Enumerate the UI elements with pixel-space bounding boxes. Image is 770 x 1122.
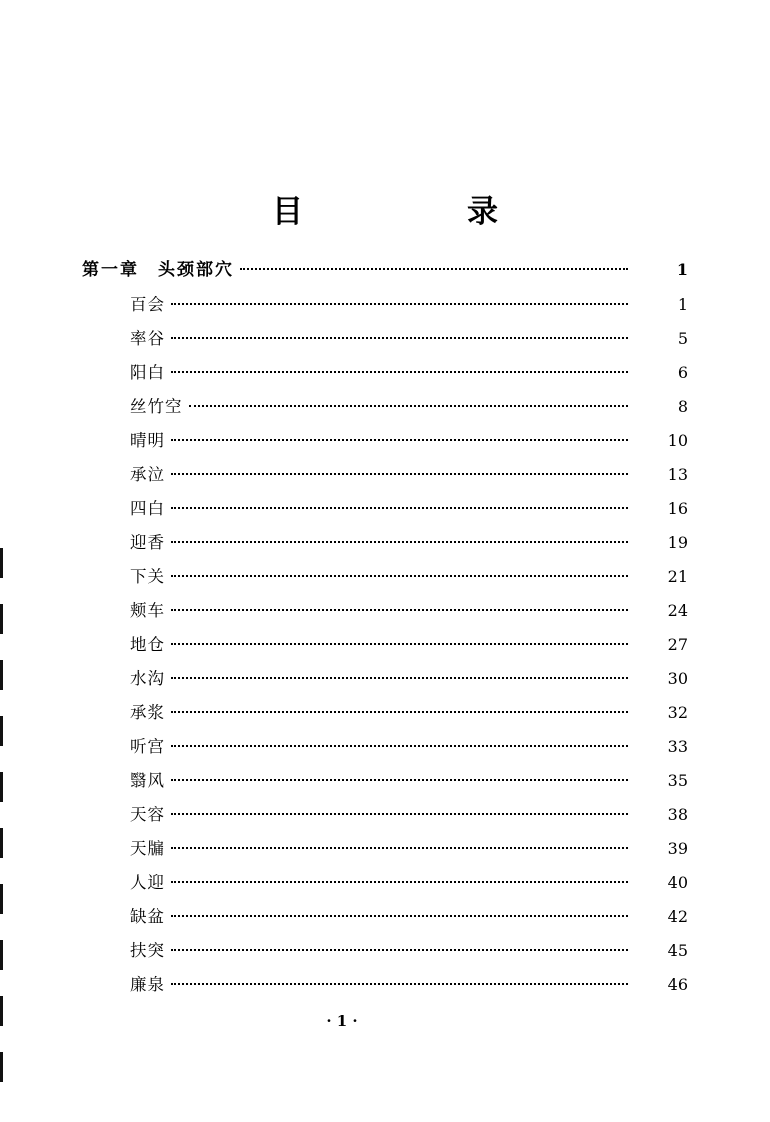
toc-entry-label: 率谷 xyxy=(130,329,165,348)
toc-entry-page: 6 xyxy=(677,363,688,382)
toc-entry-row[interactable] xyxy=(82,563,688,597)
toc-entry-label: 下关 xyxy=(130,567,165,586)
toc-entry-page: 10 xyxy=(667,431,688,450)
toc-entry-page: 32 xyxy=(667,703,688,722)
toc-entry-label: 丝竹空 xyxy=(130,397,183,416)
toc-entry-page: 8 xyxy=(677,397,688,416)
toc-entry-label: 水沟 xyxy=(130,669,165,688)
toc-entry-row[interactable] xyxy=(82,767,688,801)
toc-leader xyxy=(171,634,628,651)
toc-entry-label: 廉泉 xyxy=(130,975,165,994)
toc-entry-row[interactable] xyxy=(82,869,688,903)
toc-entry-page: 5 xyxy=(677,329,688,348)
toc-chapter-page: 1 xyxy=(676,260,688,279)
toc-entry-row[interactable] xyxy=(82,835,688,869)
toc-entry-row[interactable] xyxy=(82,291,688,325)
toc-entry-page: 27 xyxy=(667,635,688,654)
toc-entry-page: 1 xyxy=(677,295,688,314)
toc-leader xyxy=(171,328,628,345)
toc-entry-label: 迎香 xyxy=(130,533,165,552)
toc-entry-page: 39 xyxy=(667,839,688,858)
toc-entry-page: 21 xyxy=(667,567,688,586)
toc-entry-page: 19 xyxy=(667,533,688,552)
toc-leader xyxy=(171,906,628,923)
toc-entry-row[interactable] xyxy=(82,427,688,461)
toc-entry-label: 扶突 xyxy=(130,941,165,960)
toc-entry-row[interactable] xyxy=(82,325,688,359)
toc-entry-row[interactable] xyxy=(82,801,688,835)
page-folio: · 1 · xyxy=(326,1012,358,1030)
toc-leader xyxy=(171,668,628,685)
toc-entry-row[interactable] xyxy=(82,699,688,733)
toc-entry-label: 听宫 xyxy=(130,737,165,756)
toc-entry-page: 45 xyxy=(667,941,688,960)
toc-entry-label: 天容 xyxy=(130,805,165,824)
toc-entry-row[interactable] xyxy=(82,461,688,495)
toc-leader xyxy=(171,362,628,379)
toc-entry-page: 38 xyxy=(667,805,688,824)
toc-leader xyxy=(171,566,628,583)
toc-entry-row[interactable] xyxy=(82,393,688,427)
toc-leader xyxy=(171,430,628,447)
toc-entry-label: 晴明 xyxy=(130,431,165,450)
toc-entry-row[interactable] xyxy=(82,359,688,393)
toc-entry-label: 四白 xyxy=(130,499,165,518)
toc-entry-page: 33 xyxy=(667,737,688,756)
toc-leader xyxy=(171,736,628,753)
toc-entry-row[interactable] xyxy=(82,529,688,563)
toc-entry-label: 缺盆 xyxy=(130,907,165,926)
toc-leader xyxy=(171,498,628,515)
toc-entry-page: 40 xyxy=(667,873,688,892)
toc-list xyxy=(82,255,688,1005)
toc-entry-label: 翳风 xyxy=(130,771,165,790)
toc-leader xyxy=(171,532,628,549)
toc-entry-row[interactable] xyxy=(82,665,688,699)
toc-entry-label: 阳白 xyxy=(130,363,165,382)
toc-entry-label: 天牖 xyxy=(130,839,165,858)
toc-leader xyxy=(171,770,628,787)
toc-leader xyxy=(171,974,628,991)
toc-entry-page: 13 xyxy=(667,465,688,484)
toc-entry-label: 颊车 xyxy=(130,601,165,620)
toc-entry-page: 35 xyxy=(667,771,688,790)
toc-chapter-label: 第一章 头颈部穴 xyxy=(82,260,234,280)
toc-entry-row[interactable] xyxy=(82,903,688,937)
toc-leader xyxy=(171,804,628,821)
toc-entry-row[interactable] xyxy=(82,971,688,1005)
toc-entry-label: 地仓 xyxy=(130,635,165,654)
toc-entry-row[interactable] xyxy=(82,631,688,665)
toc-leader xyxy=(171,294,628,311)
toc-entry-row[interactable] xyxy=(82,597,688,631)
toc-entry-row[interactable] xyxy=(82,937,688,971)
toc-entry-row[interactable] xyxy=(82,495,688,529)
toc-leader xyxy=(171,464,628,481)
toc-entry-page: 24 xyxy=(667,601,688,620)
toc-entry-label: 人迎 xyxy=(130,873,165,892)
toc-entry-page: 30 xyxy=(667,669,688,688)
toc-leader xyxy=(171,702,628,719)
toc-entry-page: 16 xyxy=(667,499,688,518)
toc-leader xyxy=(171,940,628,957)
page-title: 目 录 xyxy=(272,194,532,230)
toc-leader xyxy=(171,600,628,617)
toc-chapter-row[interactable] xyxy=(82,255,688,289)
toc-entry-label: 承泣 xyxy=(130,465,165,484)
toc-entry-label: 承浆 xyxy=(130,703,165,722)
toc-entry-page: 42 xyxy=(667,907,688,926)
toc-leader xyxy=(240,258,628,275)
toc-entry-page: 46 xyxy=(667,975,688,994)
toc-leader xyxy=(189,396,629,413)
toc-leader xyxy=(171,838,628,855)
toc-entry-row[interactable] xyxy=(82,733,688,767)
toc-entry-label: 百会 xyxy=(130,295,165,314)
toc-leader xyxy=(171,872,628,889)
